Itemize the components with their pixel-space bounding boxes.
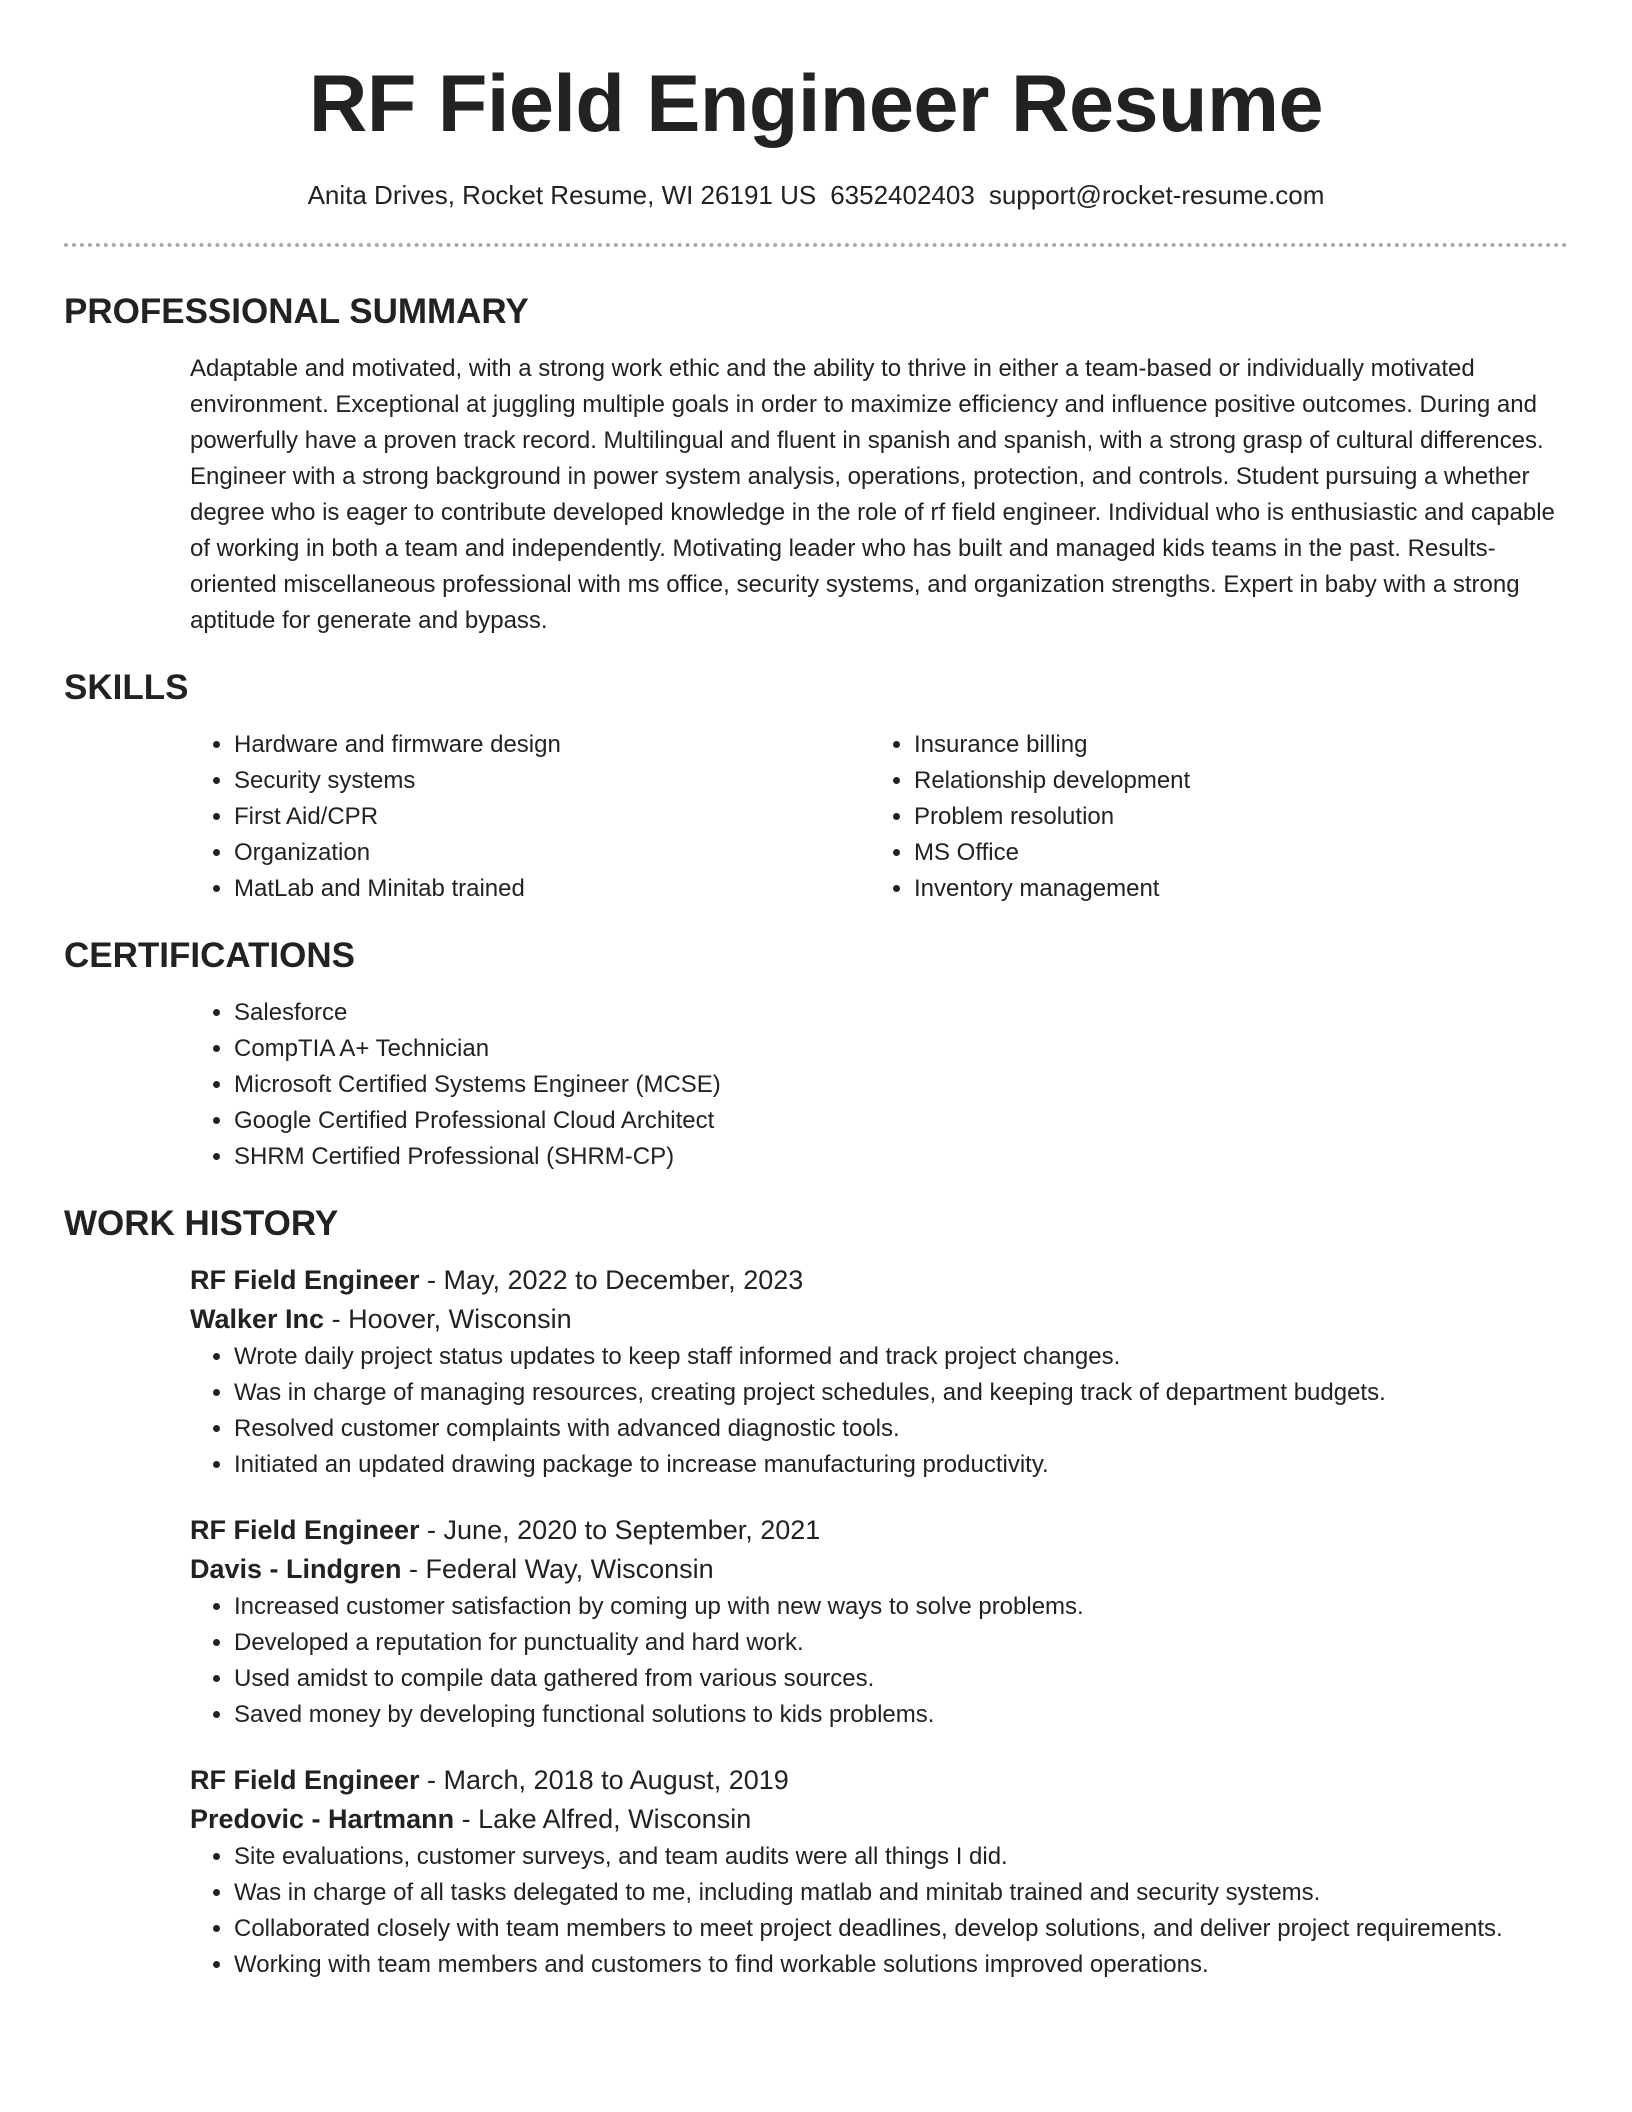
job-bullet: • Used amidst to compile data gathered from various sources. [234, 1661, 1568, 1697]
job-title: RF Field Engineer [190, 1515, 420, 1545]
job-entry [190, 1511, 1568, 1733]
skill-item: • Problem resolution [914, 799, 1550, 835]
job-company: Predovic - Hartmann [190, 1804, 455, 1834]
job-entry [190, 1761, 1568, 1983]
job-company-line [190, 1550, 1568, 1589]
job-company-line [190, 1800, 1568, 1839]
certification-item: • CompTIA A+ Technician [234, 1031, 1568, 1067]
job-title: RF Field Engineer [190, 1765, 420, 1795]
job-bullets [190, 1839, 1568, 1983]
certification-item: • Microsoft Certified Systems Engineer (MCSE) [234, 1067, 1568, 1103]
summary-section [190, 351, 1568, 639]
certification-item: • Google Certified Professional Cloud Architect [234, 1103, 1568, 1139]
skill-item: • Hardware and firmware design [234, 727, 870, 763]
job-bullet: • Initiated an updated drawing package to increase manufacturing productivity. [234, 1447, 1568, 1483]
resume-page [64, 0, 1568, 2011]
header-divider [64, 243, 1568, 247]
job-bullets [190, 1589, 1568, 1733]
job-bullet: • Site evaluations, customer surveys, and team audits were all things I did. [234, 1839, 1568, 1875]
skill-item: • Relationship development [914, 763, 1550, 799]
job-location: - Lake Alfred, Wisconsin [461, 1804, 752, 1834]
job-bullet: • Developed a reputation for punctuality and hard work. [234, 1625, 1568, 1661]
summary-heading: PROFESSIONAL SUMMARY [64, 292, 529, 331]
skills-list [190, 727, 1568, 907]
skills-heading: SKILLS [64, 668, 189, 707]
certification-item: • SHRM Certified Professional (SHRM-CP) [234, 1139, 1568, 1175]
job-title-line [190, 1511, 1568, 1550]
job-location: - Federal Way, Wisconsin [409, 1554, 714, 1584]
job-dates: - June, 2020 to September, 2021 [427, 1515, 821, 1545]
certification-item: • Salesforce [234, 995, 1568, 1031]
job-bullet: • Increased customer satisfaction by coming up with new ways to solve problems. [234, 1589, 1568, 1625]
job-bullet: • Working with team members and customers to find workable solutions improved operations. [234, 1947, 1568, 1983]
contact-email: support@rocket-resume.com [988, 180, 1325, 210]
job-title-line [190, 1261, 1568, 1300]
skill-item: • MatLab and Minitab trained [234, 871, 870, 907]
job-bullet: • Resolved customer complaints with advanced diagnostic tools. [234, 1411, 1568, 1447]
skills-column-right [870, 727, 1550, 907]
contact-phone: 6352402403 [830, 180, 975, 210]
certifications-heading: CERTIFICATIONS [64, 936, 356, 975]
job-dates: - May, 2022 to December, 2023 [427, 1265, 804, 1295]
job-bullet: • Collaborated closely with team members to meet project deadlines, develop solutions, and deliver project requirements. [234, 1911, 1568, 1947]
job-company: Davis - Lindgren [190, 1554, 402, 1584]
contact-address: Anita Drives, Rocket Resume, WI 26191 US [307, 180, 817, 210]
skill-item: • MS Office [914, 835, 1550, 871]
job-bullet: • Was in charge of all tasks delegated to me, including matlab and minitab trained and security systems. [234, 1875, 1568, 1911]
job-title: RF Field Engineer [190, 1265, 420, 1295]
contact-line [64, 179, 1568, 211]
skill-item: • First Aid/CPR [234, 799, 870, 835]
job-company: Walker Inc [190, 1304, 325, 1334]
job-dates: - March, 2018 to August, 2019 [427, 1765, 789, 1795]
skill-item: • Organization [234, 835, 870, 871]
job-bullet: • Wrote daily project status updates to keep staff informed and track project changes. [234, 1339, 1568, 1375]
job-location: - Hoover, Wisconsin [331, 1304, 572, 1334]
job-entry [190, 1261, 1568, 1483]
job-company-line [190, 1300, 1568, 1339]
work-history-section [190, 1261, 1568, 1983]
job-bullet: • Was in charge of managing resources, creating project schedules, and keeping track of department budgets. [234, 1375, 1568, 1411]
job-bullets [190, 1339, 1568, 1483]
resume-title: RF Field Engineer Resume [308, 59, 1324, 149]
summary-text: Adaptable and motivated, with a strong work ethic and the ability to thrive in either a team-based or individually motivated environment. Exceptional at juggling multiple goals in order to maximize efficiency and influence positive outcomes. During and powerfully have a proven track record. Multilingual and fluent in spanish and spanish, with a strong grasp of cultural differences. Engineer with a strong background in power system analysis, operations, protection, and controls. Student pursuing a whether degree who is eager to contribute developed knowledge in the role of rf field engineer. Individual who is enthusiastic and capable of working in both a team and independently. Motivating leader who has built and managed kids teams in the past. Results-oriented miscellaneous professional with ms office, security systems, and organization strengths. Expert in baby with a strong aptitude for generate and bypass. [190, 355, 1555, 634]
skill-item: • Insurance billing [914, 727, 1550, 763]
work-history-heading: WORK HISTORY [64, 1204, 339, 1243]
skills-column-left [190, 727, 870, 907]
skill-item: • Inventory management [914, 871, 1550, 907]
job-bullet: • Saved money by developing functional solutions to kids problems. [234, 1697, 1568, 1733]
certifications-section [190, 995, 1568, 1175]
skill-item: • Security systems [234, 763, 870, 799]
job-title-line [190, 1761, 1568, 1800]
